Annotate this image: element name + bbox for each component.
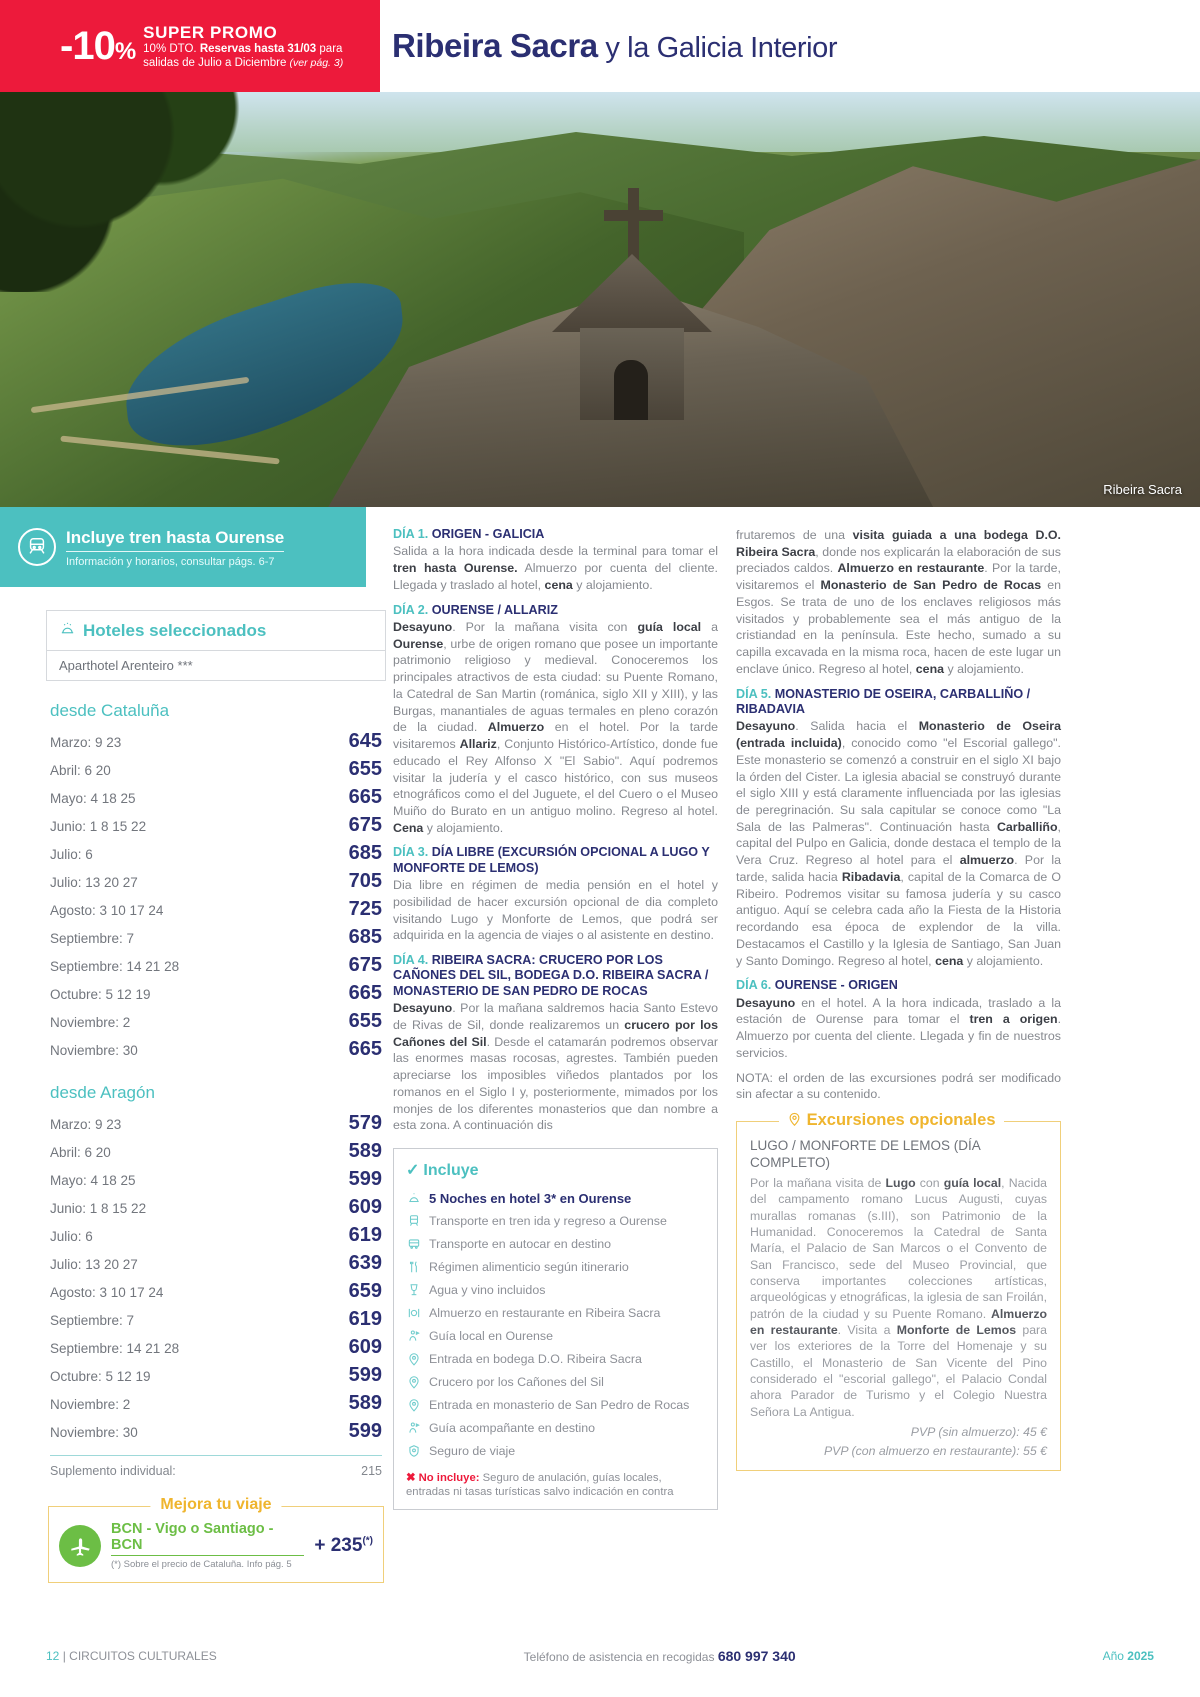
price-date: Agosto: 3 10 17 24 <box>50 1284 164 1300</box>
price-value: 579 <box>348 1111 382 1134</box>
table-row <box>46 923 386 951</box>
price-value: 655 <box>348 757 382 780</box>
itinerary-day-body: Dia libre en régimen de media pensión en el hotel y posibilidad de hacer excursión opcional de dia completo visitando Lugo y Monforte de Lemos, que podrá ser adquirida en la agencia de viajes o al asistente en destino. <box>393 878 718 943</box>
promo-dto: 10% DTO. <box>143 43 200 56</box>
includes-item <box>406 1326 705 1349</box>
bus-icon <box>406 1237 421 1255</box>
price-value: 609 <box>348 1335 382 1358</box>
includes-item <box>406 1211 705 1234</box>
page-footer <box>46 1648 1154 1664</box>
not-included-text: Seguro de anulación, guías locales, entradas ni tasas turísticas salvo indicación en contra <box>406 1472 674 1499</box>
includes-item <box>406 1441 705 1464</box>
itinerary-day-heading <box>393 603 718 618</box>
upgrade-box <box>48 1496 384 1583</box>
price-value: 589 <box>348 1391 382 1414</box>
hotel-bell-icon <box>406 1191 421 1209</box>
includes-title-label: Incluye <box>423 1162 479 1180</box>
wine-glass-icon <box>406 1283 421 1301</box>
promo-dates: salidas de Julio a Diciembre <box>143 57 290 70</box>
map-pin-icon <box>406 1375 421 1393</box>
day-title: OURENSE / ALLARIZ <box>428 602 558 617</box>
price-date: Noviembre: 30 <box>50 1424 138 1440</box>
day-title: RIBEIRA SACRA: CRUCERO POR LOS CAÑONES DEL SIL, BODEGA D.O. RIBEIRA SACRA / MONASTERIO DE SAN PEDRO DE ROCAS <box>393 953 709 998</box>
table-row <box>46 1007 386 1035</box>
price-value: 599 <box>348 1363 382 1386</box>
price-date: Marzo: 9 23 <box>50 734 122 750</box>
chapel-door <box>614 360 648 420</box>
map-pin-icon <box>406 1352 421 1370</box>
table-row <box>46 1305 386 1333</box>
table-row <box>46 1249 386 1277</box>
promo-deadline: Reservas hasta 31/03 <box>199 43 317 56</box>
price-date: Septiembre: 14 21 28 <box>50 958 180 974</box>
price-value: 665 <box>348 1037 382 1060</box>
price-value: 655 <box>348 1009 382 1032</box>
price-table-cataluna <box>46 727 386 1063</box>
price-value: 675 <box>348 813 382 836</box>
hotels-box <box>46 610 386 681</box>
includes-item <box>406 1234 705 1257</box>
optional-excursions-legend-label: Excursiones opcionales <box>806 1111 996 1130</box>
promo-discount-value: -10 <box>60 24 115 68</box>
itinerary-day-heading <box>393 953 718 999</box>
train-icon <box>406 1214 421 1232</box>
price-value: 675 <box>348 953 382 976</box>
includes-item-label: Transporte en autocar en destino <box>429 1236 612 1251</box>
itinerary-day-heading <box>393 527 718 542</box>
price-date: Noviembre: 2 <box>50 1014 131 1030</box>
price-value: 639 <box>348 1251 382 1274</box>
chapel-cross-vertical <box>628 188 639 262</box>
includes-item <box>406 1257 705 1280</box>
itinerary-day-body: Desayuno. Por la mañana visita con guía local a Ourense, urbe de origen romano que posee un importante patrimonio religioso y medieval. Conoceremos los principales atractivos de esta ciudad: su Puente Romano, la Catedral de San Martin (románica, siglo XII y XIII), y las Burgas, manantiales de aguas termales en pleno corazón de la ciudad. Almuerzo en el hotel. Por la tarde visitaremos Allariz, Conjunto Histórico-Artístico, donde fue educado el Rey Alfonso X "El Sabio". Aquí podremos visitar la judería y el casco histórico, con sus museos etnográficos como el del Juguete, el del Cuero o el Museo Muiño do Burato en un antiguo molino. Regreso al hotel. Cena y alojamiento. <box>393 619 718 835</box>
table-row <box>46 755 386 783</box>
price-value: 609 <box>348 1195 382 1218</box>
price-date: Julio: 13 20 27 <box>50 874 138 890</box>
price-date: Mayo: 4 18 25 <box>50 1172 136 1188</box>
page-number: 12 <box>46 1649 60 1663</box>
hero-chapel <box>552 202 712 417</box>
price-table-aragon <box>46 1109 386 1445</box>
page-title-band <box>380 0 1200 92</box>
table-row <box>46 1221 386 1249</box>
hero-image <box>0 92 1200 507</box>
train-banner-subtitle: Información y horarios, consultar págs. 6-7 <box>66 556 275 568</box>
footer-section: CIRCUITOS CULTURALES <box>69 1649 217 1663</box>
price-date: Septiembre: 7 <box>50 1312 135 1328</box>
optional-excursions-legend <box>779 1110 1004 1130</box>
day-title: MONASTERIO DE OSEIRA, CARBALLIÑO / RIBADAVIA <box>736 686 1031 716</box>
guide-icon <box>406 1421 421 1439</box>
price-value: 705 <box>348 869 382 892</box>
check-icon: ✓ <box>406 1162 420 1180</box>
includes-item-label: Guía local en Ourense <box>429 1328 553 1343</box>
left-column <box>46 507 386 1583</box>
itinerary-day-heading <box>393 845 718 876</box>
shield-icon <box>406 1444 421 1462</box>
price-value: 665 <box>348 981 382 1004</box>
day-title: OURENSE - ORIGEN <box>771 978 898 993</box>
page-title-sub: y la Galicia Interior <box>597 32 838 64</box>
chapel-cross-horizontal <box>604 210 663 221</box>
includes-item-label: Seguro de viaje <box>429 1443 516 1458</box>
plate-cutlery-icon <box>406 1306 421 1324</box>
price-date: Octubre: 5 12 19 <box>50 986 151 1002</box>
day-title: DÍA LIBRE (EXCURSIÓN OPCIONAL A LUGO Y MONFORTE DE LEMOS) <box>393 845 710 875</box>
table-row <box>46 1417 386 1445</box>
day-number: DÍA 3. <box>393 845 429 860</box>
hotel-bell-icon <box>59 620 76 642</box>
price-value: 725 <box>348 897 382 920</box>
upgrade-row <box>59 1521 373 1570</box>
supplement-row <box>46 1456 386 1478</box>
table-row <box>46 1109 386 1137</box>
includes-item <box>406 1280 705 1303</box>
itinerary-day-body: Salida a la hora indicada desde la terminal para tomar el tren hasta Ourense. Almuerzo por cuenta del cliente. Llegada y traslado al hotel, cena y alojamiento. <box>393 544 718 592</box>
hero-caption: Ribeira Sacra <box>1103 482 1182 497</box>
price-date: Julio: 6 <box>50 1228 93 1244</box>
guide-icon <box>406 1329 421 1347</box>
price-date: Septiembre: 14 21 28 <box>50 1340 180 1356</box>
includes-item-label: Crucero por los Cañones del Sil <box>429 1374 604 1389</box>
region-title-aragon: desde Aragón <box>50 1083 155 1102</box>
price-value: 589 <box>348 1139 382 1162</box>
day-number: DÍA 2. <box>393 602 429 617</box>
table-row <box>46 727 386 755</box>
includes-item-label: Almuerzo en restaurante en Ribeira Sacra <box>429 1305 661 1320</box>
promo-text <box>143 21 343 70</box>
itinerary-day-body: Desayuno en el hotel. A la hora indicada, traslado a la estación de Ourense para tomar el tren a origen. Almuerzo por cuenta del cliente. Llegada y fin de nuestros servicios. <box>736 995 1062 1060</box>
price-date: Agosto: 3 10 17 24 <box>50 902 164 918</box>
table-row <box>46 979 386 1007</box>
table-row <box>46 1137 386 1165</box>
excursion-body: Por la mañana visita de Lugo con guía local, Nacida del campamento romano Lucus Augusti, cuyas murallas romanas (s.III), son Patrimonio de la Humanidad. Conoceremos la Catedral de Santa María, el Palacio de San Marcos o el Convento de San Francisco, sede del Museo Provincial, que conserva importantes colecciones artísticas, arqueológicas y etnográficas, la iglesia de san Froilán, patrón de la ciudad y su Puente Romano. Almuerzo en restaurante. Visita a Monforte de Lemos para ver los exteriores de la Torre del Homenaje y su Castillo, el Monasterio de San Vicente del Pino considerado el "escorial gallego", el Palacio Condal ahora Parador de Turismo y el Colegio Nuestra Señora La Antigua. <box>750 1175 1047 1419</box>
includes-item <box>406 1418 705 1441</box>
table-row <box>46 1277 386 1305</box>
table-row <box>46 811 386 839</box>
excursion-price-with-lunch: PVP (con almuerzo en restaurante): 55 € <box>823 1444 1047 1459</box>
includes-item-label: Agua y vino incluidos <box>429 1282 546 1297</box>
region-title-cataluna: desde Cataluña <box>50 701 170 720</box>
day-number: DÍA 6. <box>736 978 772 993</box>
table-row <box>46 1035 386 1063</box>
includes-item <box>406 1188 705 1211</box>
footer-phone <box>524 1648 796 1664</box>
includes-item-label: Entrada en bodega D.O. Ribeira Sacra <box>429 1351 642 1366</box>
chapel-roof <box>552 254 712 332</box>
price-value: 645 <box>348 729 382 752</box>
includes-list <box>406 1188 705 1464</box>
table-row <box>46 1165 386 1193</box>
price-date: Abril: 6 20 <box>50 762 111 778</box>
day-title: ORIGEN - GALICIA <box>428 527 545 541</box>
map-pin-icon <box>787 1111 807 1129</box>
table-row <box>46 1193 386 1221</box>
day-number: DÍA 1. <box>393 527 429 541</box>
upgrade-note: (*) Sobre el precio de Cataluña. Info pág. 5 <box>111 1559 292 1570</box>
price-date: Noviembre: 30 <box>50 1042 138 1058</box>
upgrade-price-value: + 235 <box>314 1534 363 1556</box>
promo-percent-symbol: % <box>114 38 136 65</box>
includes-item <box>406 1303 705 1326</box>
price-date: Abril: 6 20 <box>50 1144 111 1160</box>
day-number: DÍA 4. <box>393 953 429 968</box>
includes-item-label: Guía acompañante en destino <box>429 1420 596 1435</box>
promo-title: SUPER PROMO <box>143 23 278 43</box>
plane-icon <box>59 1525 101 1567</box>
hotels-header <box>47 611 385 651</box>
promo-banner <box>0 0 380 92</box>
includes-item-label: Entrada en monasterio de San Pedro de Rocas <box>429 1397 690 1412</box>
includes-box <box>393 1148 718 1510</box>
promo-discount <box>60 26 135 66</box>
table-row <box>46 1333 386 1361</box>
includes-item-label: Transporte en tren ida y regreso a Ourense <box>429 1213 667 1228</box>
map-pin-icon <box>406 1398 421 1416</box>
day-number: DÍA 5. <box>736 686 772 701</box>
price-value: 659 <box>348 1279 382 1302</box>
footer-year-label: Año <box>1102 1649 1128 1663</box>
upgrade-price <box>314 1535 373 1557</box>
upgrade-text <box>111 1521 304 1570</box>
itinerary-note: NOTA: el orden de las excursiones podrá ser modificado sin afectar a su contenido. <box>736 1070 1061 1102</box>
includes-item-label: Régimen alimenticio según itinerario <box>429 1259 629 1274</box>
price-value: 685 <box>348 925 382 948</box>
includes-title <box>406 1160 705 1180</box>
excursion-price-no-lunch: PVP (sin almuerzo): 45 € <box>910 1425 1047 1440</box>
price-value: 685 <box>348 841 382 864</box>
table-row <box>46 895 386 923</box>
hero-foliage <box>0 92 260 292</box>
price-value: 619 <box>348 1223 382 1246</box>
table-row <box>46 867 386 895</box>
itinerary-day-body: Desayuno. Por la mañana saldremos hacia Santo Estevo de Rivas de Sil, donde realizaremos un crucero por los Cañones del Sil. Desde el catamarán podremos observar las enormes masas rocosas, agrestes. También pueden apreciarse los imposibles viñedos plantados por los romanos en el Siglo I y, posteriormente, mimados por los monjes de los diferentes monasterios que dan nombre a esta zona. A continuación dis <box>393 1001 719 1133</box>
cross-circle-icon: ✖ <box>406 1472 416 1485</box>
supplement-label: Suplemento individual: <box>50 1464 176 1478</box>
price-date: Julio: 6 <box>50 846 93 862</box>
includes-item <box>406 1372 705 1395</box>
supplement-value: 215 <box>361 1464 382 1478</box>
price-value: 599 <box>348 1167 382 1190</box>
price-date: Julio: 13 20 27 <box>50 1256 138 1272</box>
footer-phone-label: Teléfono de asistencia en recogidas <box>523 1650 718 1664</box>
not-included-note <box>406 1471 705 1499</box>
price-date: Junio: 1 8 15 22 <box>50 818 147 834</box>
price-date: Septiembre: 7 <box>50 930 135 946</box>
price-date: Marzo: 9 23 <box>50 1116 122 1132</box>
includes-item <box>406 1395 705 1418</box>
promo-page-ref: (ver pág. 3) <box>289 57 344 70</box>
upgrade-route: BCN - Vigo o Santiago - BCN <box>111 1521 304 1556</box>
price-date: Noviembre: 2 <box>50 1396 131 1412</box>
promo-subtitle-line1 <box>143 43 343 57</box>
price-value: 599 <box>348 1419 382 1442</box>
price-value: 665 <box>348 785 382 808</box>
upgrade-price-footnote: (*) <box>362 1535 373 1547</box>
page-title-main: Ribeira Sacra <box>392 27 598 64</box>
table-row <box>46 1361 386 1389</box>
itinerary-day-heading <box>736 687 1061 718</box>
price-value: 619 <box>348 1307 382 1330</box>
cutlery-icon <box>406 1260 421 1278</box>
price-date: Mayo: 4 18 25 <box>50 790 136 806</box>
price-date: Octubre: 5 12 19 <box>50 1368 151 1384</box>
promo-subtitle-line2 <box>143 57 343 71</box>
table-row <box>46 951 386 979</box>
train-banner-title: Incluye tren hasta Ourense <box>66 528 284 552</box>
footer-phone-number[interactable]: 680 997 340 <box>717 1648 796 1664</box>
excursion-heading: LUGO / MONFORTE DE LEMOS (DÍA COMPLETO) <box>750 1138 981 1170</box>
optional-excursions-box <box>736 1111 1061 1471</box>
price-date: Junio: 1 8 15 22 <box>50 1200 147 1216</box>
promo-para: para <box>316 43 343 56</box>
table-row <box>46 783 386 811</box>
table-row <box>46 1389 386 1417</box>
not-included-label: No incluye: <box>418 1472 480 1485</box>
footer-divider: | <box>62 1649 70 1663</box>
itinerary-day-heading <box>736 978 1061 993</box>
itinerary-column-2 <box>736 527 1061 1471</box>
footer-year <box>1103 1649 1154 1663</box>
itinerary-column-1 <box>393 527 718 1510</box>
upgrade-legend: Mejora tu viaje <box>150 1496 281 1514</box>
includes-item <box>406 1349 705 1372</box>
table-row <box>46 839 386 867</box>
itinerary-day-body: Desayuno. Salida hacia el Monasterio de Oseira (entrada incluida), conocido como "el Escorial gallego". Este monasterio se comenzó a construir en el siglo XI bajo la órden del Cister. La iglesia abacial se construyó durante el siglo XIII y está claramente influenciada por las iglesias de peregrinación. Su sala capitular se conoce como "La Sala de las Palmeras". Continuación hasta Carballiño, capital del Pulpo en Galicia, donde destaca el templo de la Vera Cruz. Regreso al hotel para el almuerzo. Por la tarde, salida hacia Ribadavia, capital de la Comarca de O Ribeiro. Podremos visitar su famosa judería y su casco antiguo. Aquí se celebra cada año la Fiesta de la Historia recordando esa época de explendor de la villa. Destacamos el Castillo y la Iglesia de Santiago, San Juan y Santo Domingo. Regreso al hotel, cena y alojamiento. <box>736 719 1061 968</box>
footer-left <box>46 1649 217 1663</box>
hotel-list-item: Aparthotel Arenteiro *** <box>59 658 193 673</box>
hotels-title: Hoteles seleccionados <box>83 621 267 640</box>
page-title <box>392 27 837 65</box>
includes-item-label: 5 Noches en hotel 3* en Ourense <box>429 1190 632 1206</box>
itinerary-day4-continued: frutaremos de una visita guiada a una bodega D.O. Ribeira Sacra, donde nos explicarán la elaboración de sus preciados caldos. Almuerzo en restaurante. Por la tarde, visitaremos el Monasterio de San Pedro de Rocas en Esgos. Se trata de uno de los enclaves religiosos más visitados y probablemente sea el más antiguo de la cristiandad en la península. Este hecho, sumado a su capilla excavada en la misma roca, hacen de este lugar un enclave único. Regreso al hotel, cena y alojamiento. <box>736 528 1061 676</box>
footer-year-value: 2025 <box>1127 1649 1154 1663</box>
